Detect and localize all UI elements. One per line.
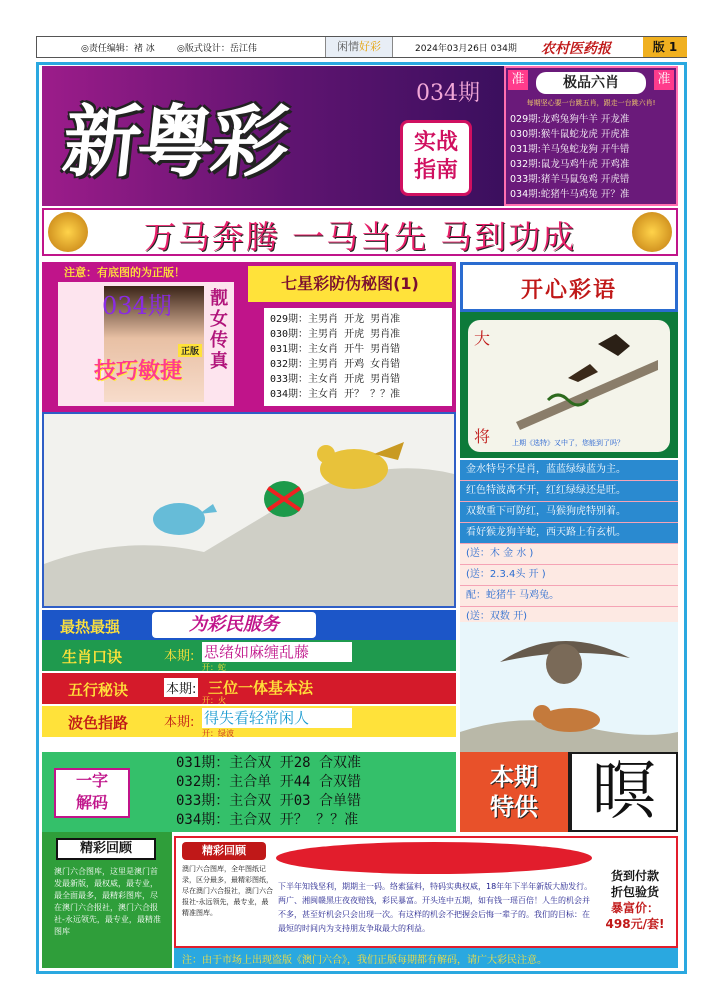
review-title: 精彩回顾	[56, 838, 156, 860]
slogan-banner	[42, 208, 678, 256]
service-bar	[42, 610, 456, 640]
header-bar	[36, 36, 687, 58]
list-item: 双数重下可防红，马猴狗虎特别着。	[460, 502, 678, 523]
corner-left: 准	[508, 70, 528, 90]
warning-text: 注意：有底图的为正版！	[64, 266, 185, 279]
tip-open: 开：绿波	[202, 729, 234, 738]
six-title: 极品六肖	[536, 72, 646, 94]
tip-label: 五行秘诀	[68, 681, 129, 699]
one-char-decode	[42, 752, 456, 832]
owl-cat-illustration	[460, 622, 678, 752]
serve-right: 为彩民服务	[152, 612, 316, 638]
six-zodiac-box	[504, 66, 678, 206]
tip-prefix: 本期:	[164, 678, 198, 697]
list-item: 034期：主合双 开？ ？？准	[176, 812, 359, 828]
tip-label: 生肖口诀	[62, 648, 123, 666]
list-item: 032期：主合单 开44 合双错	[176, 774, 362, 790]
review2-title: 精彩回顾	[182, 842, 266, 860]
masthead-title: 新粤彩	[58, 97, 291, 188]
list-item: 031期：主女肖 开牛 男肖错	[270, 344, 401, 355]
photo-issue: 034期	[102, 292, 172, 320]
poem-list	[460, 460, 678, 622]
page-number: 版 1	[643, 37, 687, 57]
list-item: 033期：主女肖 开虎 男肖错	[270, 374, 401, 385]
happy-left-top: 大	[474, 329, 491, 348]
list-item: 031期:羊马兔蛇龙狗 开牛错	[510, 144, 630, 155]
buddha-icon	[632, 212, 672, 252]
special-offer	[460, 752, 678, 832]
owl-cat-drawing	[460, 622, 678, 752]
seven-star-section	[42, 262, 456, 412]
happy-header	[460, 262, 678, 312]
list-item: 034期：主女肖 开？ ？？准	[270, 389, 401, 400]
photo-bottom-text: 技巧敏捷	[94, 359, 183, 384]
list-item: 红色特波离不开，红红绿绿还是旺。	[460, 481, 678, 502]
review2-red-oval	[276, 842, 592, 874]
slogan-text: 万马奔腾 一马当先 马到功成	[143, 218, 577, 256]
column-tag: 闲情好彩	[325, 37, 393, 57]
review-right	[174, 836, 678, 948]
tip-text: 三位一体基本法	[208, 679, 314, 697]
chicken-drawing	[44, 414, 454, 606]
list-item: 033期：主合双 开03 合单错	[176, 793, 362, 809]
review2-story: 下半年知钱坚利，期期主一码。络索猛料，特码实典权威，18年年下半年新版大励发行。两广、湘闽赣黑庄夜夜赔钱，彩民暴富。开头连中五期，如有钱一瑶百倍！人生的机会并不多，甚至好机会只会出现一次。有这样的机会不把握会后悔一辈子的。我们的目标：在最短的时间内为支持朋友争取最大的利益。	[278, 882, 593, 933]
list-item: 034期:蛇猪牛马鸡兔 开？准	[510, 189, 630, 200]
review2-text: 澳门六合图库，全年图纸记录，区分最多，最精彩图纸，尽在澳门六合报社，澳门六合报社-永远领先，最专业，最精准图库。	[182, 865, 273, 917]
list-item: 032期：主男肖 开鸡 女肖错	[270, 359, 401, 370]
happy-caption: 上期《选特》又中了，您能到了吗？	[512, 439, 624, 447]
eagle-snake-image	[468, 320, 670, 452]
list-item: 030期：主男肖 开虎 男肖准	[270, 329, 401, 340]
buddha-icon	[48, 212, 88, 252]
tip-prefix: 本期:	[164, 715, 195, 730]
list-item: 033期:猪羊马鼠兔鸡 开虎错	[510, 174, 630, 185]
notice-text: 注：由于市场上出现盗版《澳门六合》，我们正版每期都有解码，请广大彩民注意。	[182, 955, 547, 966]
list-item: 看好猴龙狗羊蛇，西天路上有玄机。	[460, 523, 678, 544]
serve-left: 最热最强	[60, 618, 121, 636]
tip-row-wave	[42, 706, 456, 738]
photo-side-text: 靓女传真	[210, 288, 228, 372]
list-item: 032期:鼠龙马鸡牛虎 开鸡准	[510, 159, 630, 170]
date-issue: 2024年03月26日 034期	[415, 44, 517, 54]
happy-left-bottom: 将	[474, 427, 491, 446]
eagle-snake-drawing	[508, 330, 664, 434]
tip-prefix: 本期:	[164, 649, 195, 664]
editor-credit: ◎责任编辑：褚 冰	[81, 44, 155, 54]
onechar-list	[176, 754, 454, 830]
six-list	[510, 112, 674, 202]
special-char: 暝	[572, 754, 676, 830]
masthead-badge: 实战指南	[400, 120, 472, 196]
happy-title: 开心彩语	[520, 278, 617, 303]
list-item: (送：双数 开)	[460, 607, 678, 628]
review-left	[42, 832, 172, 968]
list-item: (送：木 金 水 )	[460, 544, 678, 565]
tip-row-element	[42, 673, 456, 705]
masthead	[42, 66, 504, 206]
price-box: 货到付款 折包验货 暴富价： 498元/套!	[596, 864, 674, 944]
tip-label: 波色指路	[68, 714, 129, 732]
list-item: 029期：主男肖 开龙 男肖准	[270, 314, 401, 325]
chicken-illustration	[42, 412, 456, 608]
list-item: 029期:龙鸡兔狗牛羊 开龙准	[510, 114, 630, 125]
seven-title: 七星彩防伪秘图(1)	[248, 266, 452, 302]
designer-credit: ◎版式设计：岳江伟	[177, 44, 257, 54]
tip-row-zodiac	[42, 640, 456, 672]
list-item: 金水特号不是肖，蓝蓝绿绿蓝为主。	[460, 460, 678, 481]
six-subtitle: 每期坚心要一台跳五肖，跟走一台跳六肖!	[526, 99, 656, 107]
tip-text: 得失看轻常闲人	[202, 708, 352, 728]
masthead-issue: 034期	[416, 81, 480, 106]
tip-text: 思绪如麻缠乱藤	[202, 642, 352, 662]
review-text: 澳门六合图库，这里是澳门首发最新版，最权威，最专业，最全面最多，最精彩图库，尽在澳门六合报社，澳门六合报社-永远领先，最专业，最精准图库	[54, 867, 161, 936]
seven-list	[264, 308, 452, 406]
notice-bar	[174, 948, 678, 968]
tip-open: 开：火	[202, 696, 226, 705]
happy-lottery-panel	[460, 262, 678, 458]
corner-right: 准	[654, 70, 674, 90]
special-label: 本期 特供	[460, 752, 568, 832]
tip-open: 开：蛇	[202, 663, 226, 672]
list-item: 配：蛇猪牛 马鸡兔。	[460, 586, 678, 607]
photo-tag: 正版	[178, 344, 202, 357]
list-item: (送：2.3.4头 开 )	[460, 565, 678, 586]
list-item: 031期：主合双 开28 合双准	[176, 755, 362, 771]
list-item: 030期:猴牛鼠蛇龙虎 开虎准	[510, 129, 630, 140]
photo-panel	[58, 282, 234, 406]
paper-name: 农村医药报	[541, 41, 611, 57]
onechar-label: 一字 解码	[54, 768, 130, 818]
